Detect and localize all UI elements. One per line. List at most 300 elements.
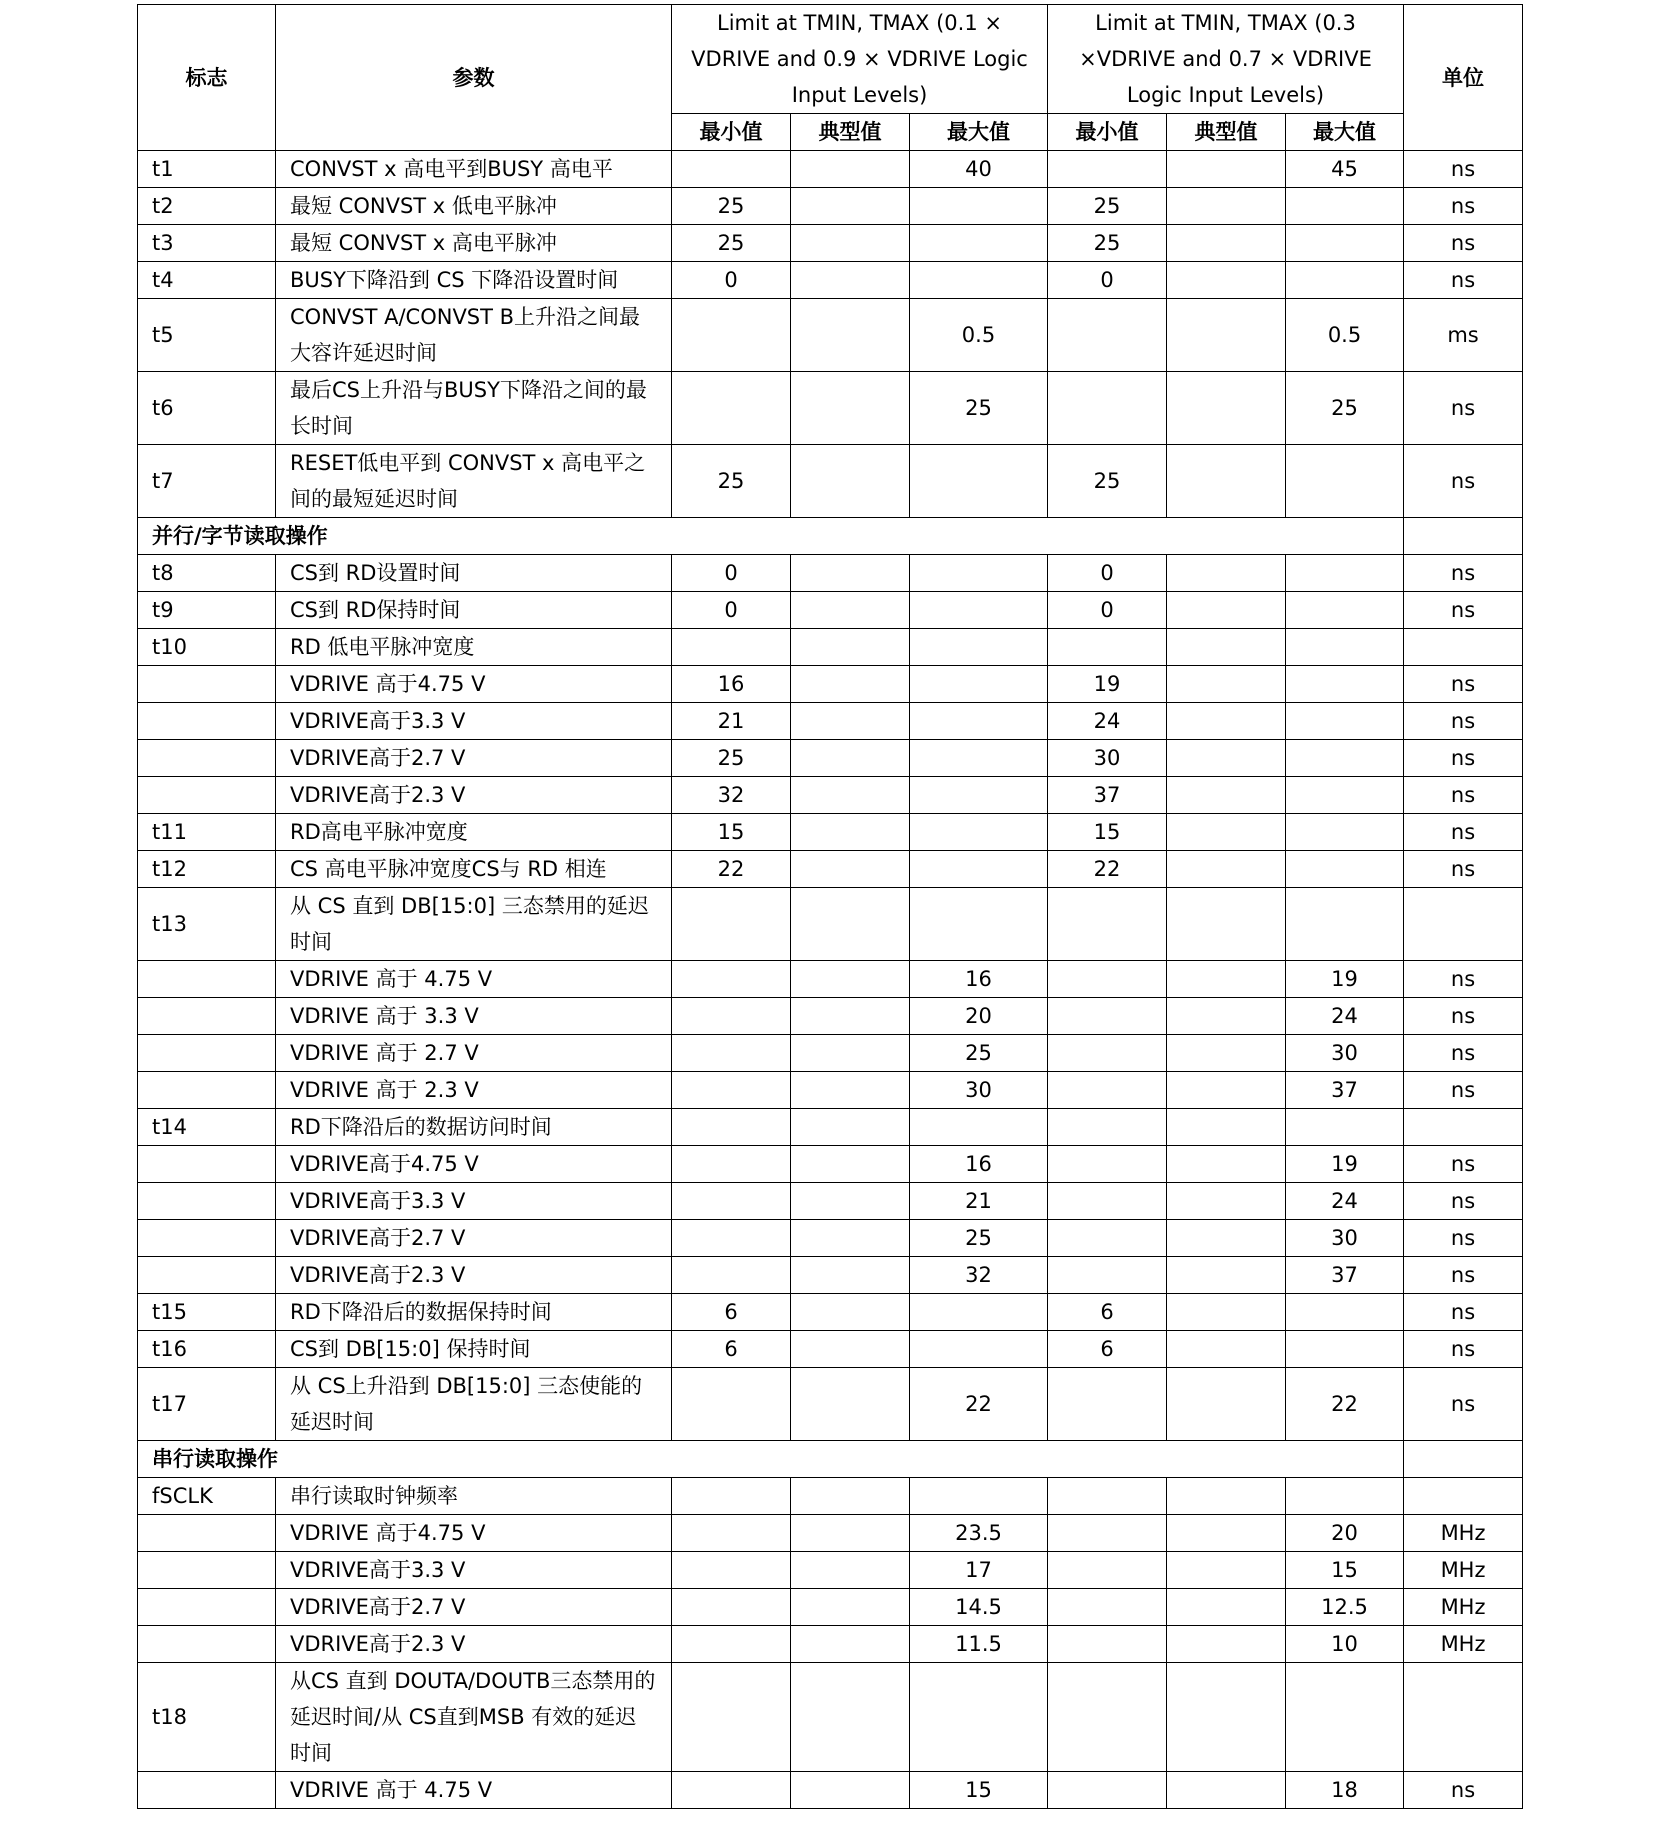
unit-cell: ns — [1404, 666, 1523, 703]
value-cell-max-2 — [1286, 188, 1404, 225]
table-row — [138, 1478, 1523, 1515]
parameter-cell: VDRIVE 高于4.75 V — [276, 1515, 672, 1552]
value-cell-max-1 — [910, 1663, 1048, 1772]
parameter-cell: 从 CS上升沿到 DB[15:0] 三态使能的延迟时间 — [276, 1368, 672, 1441]
value-cell-max-2 — [1286, 1294, 1404, 1331]
value-cell-min-1 — [672, 1663, 791, 1772]
parameter-cell: RD下降沿后的数据保持时间 — [276, 1294, 672, 1331]
value-cell-max-2 — [1286, 1663, 1404, 1772]
value-cell-max-1 — [910, 445, 1048, 518]
typ-header: 典型值 — [791, 114, 910, 151]
value-cell-typ-1 — [791, 888, 910, 961]
value-cell-max-1 — [910, 188, 1048, 225]
unit-cell: MHz — [1404, 1515, 1523, 1552]
value-cell-min-2 — [1048, 1220, 1167, 1257]
value-cell-min-2: 22 — [1048, 851, 1167, 888]
value-cell-min-1 — [672, 1183, 791, 1220]
table-row — [138, 1331, 1523, 1368]
symbol-cell — [138, 740, 276, 777]
value-cell-typ-2 — [1167, 1183, 1286, 1220]
unit-cell: ns — [1404, 851, 1523, 888]
table-body — [138, 151, 1523, 1809]
value-cell-typ-1 — [791, 1072, 910, 1109]
parameter-cell: 最短 CONVST x 低电平脉冲 — [276, 188, 672, 225]
value-cell-min-2: 19 — [1048, 666, 1167, 703]
value-cell-max-2 — [1286, 777, 1404, 814]
unit-cell: ns — [1404, 740, 1523, 777]
table-row — [138, 629, 1523, 666]
parameter-cell: VDRIVE 高于4.75 V — [276, 666, 672, 703]
value-cell-max-1 — [910, 262, 1048, 299]
parameter-cell: 最后CS上升沿与BUSY下降沿之间的最长时间 — [276, 372, 672, 445]
value-cell-min-1: 0 — [672, 555, 791, 592]
value-cell-min-1: 6 — [672, 1294, 791, 1331]
typ-header: 典型值 — [1167, 114, 1286, 151]
value-cell-typ-2 — [1167, 666, 1286, 703]
value-cell-typ-2 — [1167, 1552, 1286, 1589]
parameter-cell: CONVST x 高电平到BUSY 高电平 — [276, 151, 672, 188]
table-row — [138, 1515, 1523, 1552]
table-row — [138, 740, 1523, 777]
value-cell-min-1 — [672, 1478, 791, 1515]
table-row — [138, 1072, 1523, 1109]
value-cell-max-2 — [1286, 225, 1404, 262]
value-cell-max-1: 40 — [910, 151, 1048, 188]
value-cell-max-1: 25 — [910, 1035, 1048, 1072]
value-cell-max-2 — [1286, 629, 1404, 666]
value-cell-min-2: 6 — [1048, 1331, 1167, 1368]
value-cell-min-2: 37 — [1048, 777, 1167, 814]
value-cell-min-1 — [672, 372, 791, 445]
table-row — [138, 1626, 1523, 1663]
parameter-cell: CS到 DB[15:0] 保持时间 — [276, 1331, 672, 1368]
symbol-cell: t7 — [138, 445, 276, 518]
symbol-cell: t1 — [138, 151, 276, 188]
limit-group-2-header: Limit at TMIN, TMAX (0.3 ×VDRIVE and 0.7 × VDRIVE Logic Input Levels) — [1048, 5, 1404, 114]
value-cell-typ-2 — [1167, 1035, 1286, 1072]
symbol-cell — [138, 1072, 276, 1109]
value-cell-typ-1 — [791, 777, 910, 814]
symbol-cell: t18 — [138, 1663, 276, 1772]
unit-cell: MHz — [1404, 1552, 1523, 1589]
value-cell-min-1: 16 — [672, 666, 791, 703]
value-cell-typ-1 — [791, 961, 910, 998]
value-cell-max-2: 18 — [1286, 1772, 1404, 1809]
value-cell-min-1 — [672, 1035, 791, 1072]
value-cell-min-2: 6 — [1048, 1294, 1167, 1331]
symbol-cell: t6 — [138, 372, 276, 445]
value-cell-max-1: 30 — [910, 1072, 1048, 1109]
parameter-cell: VDRIVE高于3.3 V — [276, 1552, 672, 1589]
symbol-cell: t11 — [138, 814, 276, 851]
value-cell-min-1: 22 — [672, 851, 791, 888]
value-cell-max-1: 11.5 — [910, 1626, 1048, 1663]
value-cell-min-1 — [672, 1146, 791, 1183]
value-cell-max-1 — [910, 888, 1048, 961]
table-row — [138, 555, 1523, 592]
unit-cell: ns — [1404, 445, 1523, 518]
value-cell-typ-2 — [1167, 998, 1286, 1035]
value-cell-typ-1 — [791, 1515, 910, 1552]
value-cell-typ-2 — [1167, 1368, 1286, 1441]
symbol-cell: t2 — [138, 188, 276, 225]
symbol-cell: t9 — [138, 592, 276, 629]
value-cell-max-2 — [1286, 1478, 1404, 1515]
unit-cell: ns — [1404, 998, 1523, 1035]
value-cell-typ-2 — [1167, 1626, 1286, 1663]
value-cell-typ-1 — [791, 1109, 910, 1146]
value-cell-max-1 — [910, 740, 1048, 777]
unit-cell: ns — [1404, 1772, 1523, 1809]
value-cell-typ-2 — [1167, 888, 1286, 961]
value-cell-min-2 — [1048, 888, 1167, 961]
value-cell-typ-2 — [1167, 1072, 1286, 1109]
parameter-cell: VDRIVE高于4.75 V — [276, 1146, 672, 1183]
symbol-cell — [138, 777, 276, 814]
value-cell-typ-2 — [1167, 372, 1286, 445]
symbol-cell: t17 — [138, 1368, 276, 1441]
value-cell-typ-2 — [1167, 1772, 1286, 1809]
parameter-cell: RESET低电平到 CONVST x 高电平之间的最短延迟时间 — [276, 445, 672, 518]
value-cell-max-1 — [910, 814, 1048, 851]
value-cell-min-2: 0 — [1048, 592, 1167, 629]
parameter-cell: VDRIVE高于2.3 V — [276, 1626, 672, 1663]
value-cell-min-2 — [1048, 1072, 1167, 1109]
unit-cell — [1404, 518, 1523, 555]
section-row — [138, 1441, 1523, 1478]
value-cell-max-1: 23.5 — [910, 1515, 1048, 1552]
value-cell-typ-2 — [1167, 851, 1286, 888]
value-cell-max-2: 19 — [1286, 961, 1404, 998]
value-cell-typ-1 — [791, 1626, 910, 1663]
value-cell-typ-1 — [791, 592, 910, 629]
value-cell-max-2 — [1286, 592, 1404, 629]
value-cell-typ-1 — [791, 1331, 910, 1368]
table-row — [138, 777, 1523, 814]
table-row — [138, 1589, 1523, 1626]
unit-cell: ns — [1404, 225, 1523, 262]
value-cell-max-2: 37 — [1286, 1257, 1404, 1294]
parameter-cell: CONVST A/CONVST B上升沿之间最大容许延迟时间 — [276, 299, 672, 372]
value-cell-typ-1 — [791, 740, 910, 777]
value-cell-max-1 — [910, 1331, 1048, 1368]
value-cell-min-2: 25 — [1048, 188, 1167, 225]
value-cell-min-1 — [672, 1257, 791, 1294]
unit-cell — [1404, 629, 1523, 666]
table-row — [138, 1294, 1523, 1331]
symbol-cell — [138, 1183, 276, 1220]
value-cell-typ-1 — [791, 703, 910, 740]
value-cell-min-1: 15 — [672, 814, 791, 851]
value-cell-max-2 — [1286, 555, 1404, 592]
value-cell-min-2 — [1048, 1663, 1167, 1772]
value-cell-min-2 — [1048, 1772, 1167, 1809]
table-row — [138, 1772, 1523, 1809]
parameter-cell: VDRIVE 高于 3.3 V — [276, 998, 672, 1035]
value-cell-typ-1 — [791, 851, 910, 888]
value-cell-typ-1 — [791, 1772, 910, 1809]
value-cell-min-1 — [672, 1220, 791, 1257]
value-cell-min-2 — [1048, 299, 1167, 372]
parameter-cell: 最短 CONVST x 高电平脉冲 — [276, 225, 672, 262]
value-cell-max-2: 0.5 — [1286, 299, 1404, 372]
unit-cell: ns — [1404, 372, 1523, 445]
value-cell-min-2: 0 — [1048, 555, 1167, 592]
parameter-cell: 从CS 直到 DOUTA/DOUTB三态禁用的延迟时间/从 CS直到MSB 有效的延迟时间 — [276, 1663, 672, 1772]
value-cell-min-1 — [672, 998, 791, 1035]
symbol-header: 标志 — [138, 5, 276, 151]
value-cell-typ-2 — [1167, 555, 1286, 592]
unit-cell: ns — [1404, 1294, 1523, 1331]
unit-cell — [1404, 1478, 1523, 1515]
value-cell-typ-1 — [791, 1183, 910, 1220]
value-cell-min-1 — [672, 1772, 791, 1809]
value-cell-min-1 — [672, 151, 791, 188]
value-cell-min-2: 25 — [1048, 225, 1167, 262]
value-cell-min-1: 0 — [672, 592, 791, 629]
parameter-cell: 从 CS 直到 DB[15:0] 三态禁用的延迟时间 — [276, 888, 672, 961]
value-cell-typ-2 — [1167, 262, 1286, 299]
value-cell-max-2 — [1286, 740, 1404, 777]
value-cell-min-1: 0 — [672, 262, 791, 299]
value-cell-typ-2 — [1167, 740, 1286, 777]
parameter-cell: VDRIVE 高于 4.75 V — [276, 961, 672, 998]
value-cell-max-1 — [910, 703, 1048, 740]
value-cell-min-2 — [1048, 1035, 1167, 1072]
value-cell-typ-1 — [791, 151, 910, 188]
parameter-cell: VDRIVE高于2.3 V — [276, 1257, 672, 1294]
parameter-cell: RD高电平脉冲宽度 — [276, 814, 672, 851]
value-cell-max-1 — [910, 629, 1048, 666]
unit-cell: ns — [1404, 1257, 1523, 1294]
value-cell-min-1: 25 — [672, 445, 791, 518]
unit-cell: ns — [1404, 1035, 1523, 1072]
table-row — [138, 998, 1523, 1035]
symbol-cell: t8 — [138, 555, 276, 592]
value-cell-typ-2 — [1167, 1589, 1286, 1626]
value-cell-max-2 — [1286, 666, 1404, 703]
value-cell-typ-1 — [791, 1368, 910, 1441]
table-row — [138, 961, 1523, 998]
value-cell-typ-1 — [791, 262, 910, 299]
value-cell-max-2 — [1286, 1331, 1404, 1368]
value-cell-typ-2 — [1167, 1294, 1286, 1331]
value-cell-typ-2 — [1167, 1331, 1286, 1368]
value-cell-min-1 — [672, 1109, 791, 1146]
unit-cell: ns — [1404, 151, 1523, 188]
value-cell-max-1: 20 — [910, 998, 1048, 1035]
value-cell-min-2 — [1048, 629, 1167, 666]
parameter-cell: VDRIVE高于2.7 V — [276, 1589, 672, 1626]
value-cell-max-2: 24 — [1286, 998, 1404, 1035]
unit-cell: ns — [1404, 592, 1523, 629]
value-cell-typ-2 — [1167, 629, 1286, 666]
value-cell-min-1: 6 — [672, 1331, 791, 1368]
symbol-cell: t16 — [138, 1331, 276, 1368]
value-cell-max-2: 20 — [1286, 1515, 1404, 1552]
symbol-cell — [138, 961, 276, 998]
symbol-cell — [138, 1772, 276, 1809]
unit-cell — [1404, 1441, 1523, 1478]
table-row — [138, 851, 1523, 888]
limit-group-1-header: Limit at TMIN, TMAX (0.1 × VDRIVE and 0.9 × VDRIVE Logic Input Levels) — [672, 5, 1048, 114]
value-cell-typ-1 — [791, 445, 910, 518]
symbol-cell: t15 — [138, 1294, 276, 1331]
table-row — [138, 1146, 1523, 1183]
table-row — [138, 1663, 1523, 1772]
symbol-cell — [138, 1035, 276, 1072]
parameter-cell: VDRIVE高于2.7 V — [276, 1220, 672, 1257]
unit-header: 单位 — [1404, 5, 1523, 151]
value-cell-typ-1 — [791, 372, 910, 445]
value-cell-min-2: 25 — [1048, 445, 1167, 518]
unit-cell: ns — [1404, 555, 1523, 592]
value-cell-typ-1 — [791, 998, 910, 1035]
table-row — [138, 666, 1523, 703]
symbol-cell — [138, 666, 276, 703]
symbol-cell — [138, 1515, 276, 1552]
unit-cell — [1404, 1663, 1523, 1772]
value-cell-max-1: 25 — [910, 372, 1048, 445]
value-cell-typ-2 — [1167, 1515, 1286, 1552]
value-cell-max-1 — [910, 1478, 1048, 1515]
value-cell-max-2: 12.5 — [1286, 1589, 1404, 1626]
value-cell-max-2 — [1286, 888, 1404, 961]
unit-cell: ms — [1404, 299, 1523, 372]
value-cell-typ-2 — [1167, 777, 1286, 814]
value-cell-max-2: 10 — [1286, 1626, 1404, 1663]
value-cell-min-1 — [672, 888, 791, 961]
value-cell-typ-1 — [791, 1146, 910, 1183]
value-cell-max-1: 14.5 — [910, 1589, 1048, 1626]
value-cell-typ-1 — [791, 1552, 910, 1589]
value-cell-typ-1 — [791, 1220, 910, 1257]
parameter-cell: VDRIVE 高于 4.75 V — [276, 1772, 672, 1809]
value-cell-max-1 — [910, 555, 1048, 592]
parameter-cell: RD 低电平脉冲宽度 — [276, 629, 672, 666]
value-cell-max-1: 0.5 — [910, 299, 1048, 372]
table-row — [138, 592, 1523, 629]
value-cell-typ-2 — [1167, 445, 1286, 518]
value-cell-typ-2 — [1167, 1146, 1286, 1183]
value-cell-min-1 — [672, 1515, 791, 1552]
value-cell-min-1 — [672, 1368, 791, 1441]
value-cell-max-2: 19 — [1286, 1146, 1404, 1183]
value-cell-max-1: 21 — [910, 1183, 1048, 1220]
value-cell-typ-1 — [791, 299, 910, 372]
parameter-cell: VDRIVE高于2.7 V — [276, 740, 672, 777]
value-cell-typ-2 — [1167, 961, 1286, 998]
value-cell-min-1: 25 — [672, 740, 791, 777]
value-cell-min-2 — [1048, 1515, 1167, 1552]
value-cell-max-2: 22 — [1286, 1368, 1404, 1441]
table-row — [138, 299, 1523, 372]
symbol-cell: fSCLK — [138, 1478, 276, 1515]
value-cell-min-2 — [1048, 151, 1167, 188]
table-row — [138, 151, 1523, 188]
parameter-cell: VDRIVE 高于 2.7 V — [276, 1035, 672, 1072]
unit-cell: ns — [1404, 262, 1523, 299]
table-row — [138, 1368, 1523, 1441]
value-cell-max-2: 30 — [1286, 1035, 1404, 1072]
unit-cell — [1404, 1109, 1523, 1146]
value-cell-min-2: 30 — [1048, 740, 1167, 777]
value-cell-max-1: 22 — [910, 1368, 1048, 1441]
value-cell-typ-1 — [791, 188, 910, 225]
table-row — [138, 225, 1523, 262]
min-header: 最小值 — [1048, 114, 1167, 151]
table-row — [138, 1109, 1523, 1146]
value-cell-min-2 — [1048, 1368, 1167, 1441]
value-cell-max-2: 30 — [1286, 1220, 1404, 1257]
unit-cell — [1404, 888, 1523, 961]
table-row — [138, 888, 1523, 961]
value-cell-min-1 — [672, 1589, 791, 1626]
parameter-cell: VDRIVE高于3.3 V — [276, 1183, 672, 1220]
unit-cell: ns — [1404, 1072, 1523, 1109]
symbol-cell — [138, 1257, 276, 1294]
parameter-cell: CS 高电平脉冲宽度CS与 RD 相连 — [276, 851, 672, 888]
parameter-cell: VDRIVE高于3.3 V — [276, 703, 672, 740]
max-header: 最大值 — [1286, 114, 1404, 151]
table-row — [138, 188, 1523, 225]
value-cell-typ-1 — [791, 1035, 910, 1072]
parameter-cell: 串行读取时钟频率 — [276, 1478, 672, 1515]
unit-cell: MHz — [1404, 1626, 1523, 1663]
value-cell-min-2 — [1048, 961, 1167, 998]
parameter-cell: CS到 RD设置时间 — [276, 555, 672, 592]
value-cell-max-1 — [910, 777, 1048, 814]
value-cell-max-1: 25 — [910, 1220, 1048, 1257]
value-cell-max-2 — [1286, 1109, 1404, 1146]
timing-spec-table — [137, 4, 1523, 1809]
value-cell-max-2 — [1286, 262, 1404, 299]
value-cell-max-1 — [910, 851, 1048, 888]
value-cell-max-1 — [910, 592, 1048, 629]
value-cell-min-2 — [1048, 372, 1167, 445]
symbol-cell: t5 — [138, 299, 276, 372]
value-cell-max-2 — [1286, 703, 1404, 740]
value-cell-typ-1 — [791, 666, 910, 703]
value-cell-typ-1 — [791, 1478, 910, 1515]
value-cell-typ-1 — [791, 1589, 910, 1626]
table-row — [138, 1257, 1523, 1294]
value-cell-typ-1 — [791, 555, 910, 592]
section-row — [138, 518, 1523, 555]
section-title: 串行读取操作 — [138, 1441, 1404, 1478]
value-cell-typ-2 — [1167, 1257, 1286, 1294]
value-cell-max-1: 32 — [910, 1257, 1048, 1294]
unit-cell: ns — [1404, 777, 1523, 814]
value-cell-max-1: 17 — [910, 1552, 1048, 1589]
parameter-cell: CS到 RD保持时间 — [276, 592, 672, 629]
min-header: 最小值 — [672, 114, 791, 151]
value-cell-typ-2 — [1167, 1220, 1286, 1257]
value-cell-typ-2 — [1167, 1478, 1286, 1515]
value-cell-min-1 — [672, 629, 791, 666]
symbol-cell — [138, 703, 276, 740]
value-cell-typ-2 — [1167, 592, 1286, 629]
value-cell-min-1 — [672, 1552, 791, 1589]
value-cell-min-2 — [1048, 1552, 1167, 1589]
table-header — [138, 5, 1523, 151]
value-cell-min-2 — [1048, 1109, 1167, 1146]
value-cell-max-1: 16 — [910, 961, 1048, 998]
value-cell-min-1: 25 — [672, 188, 791, 225]
value-cell-max-2: 25 — [1286, 372, 1404, 445]
unit-cell: ns — [1404, 1368, 1523, 1441]
value-cell-min-2 — [1048, 1478, 1167, 1515]
